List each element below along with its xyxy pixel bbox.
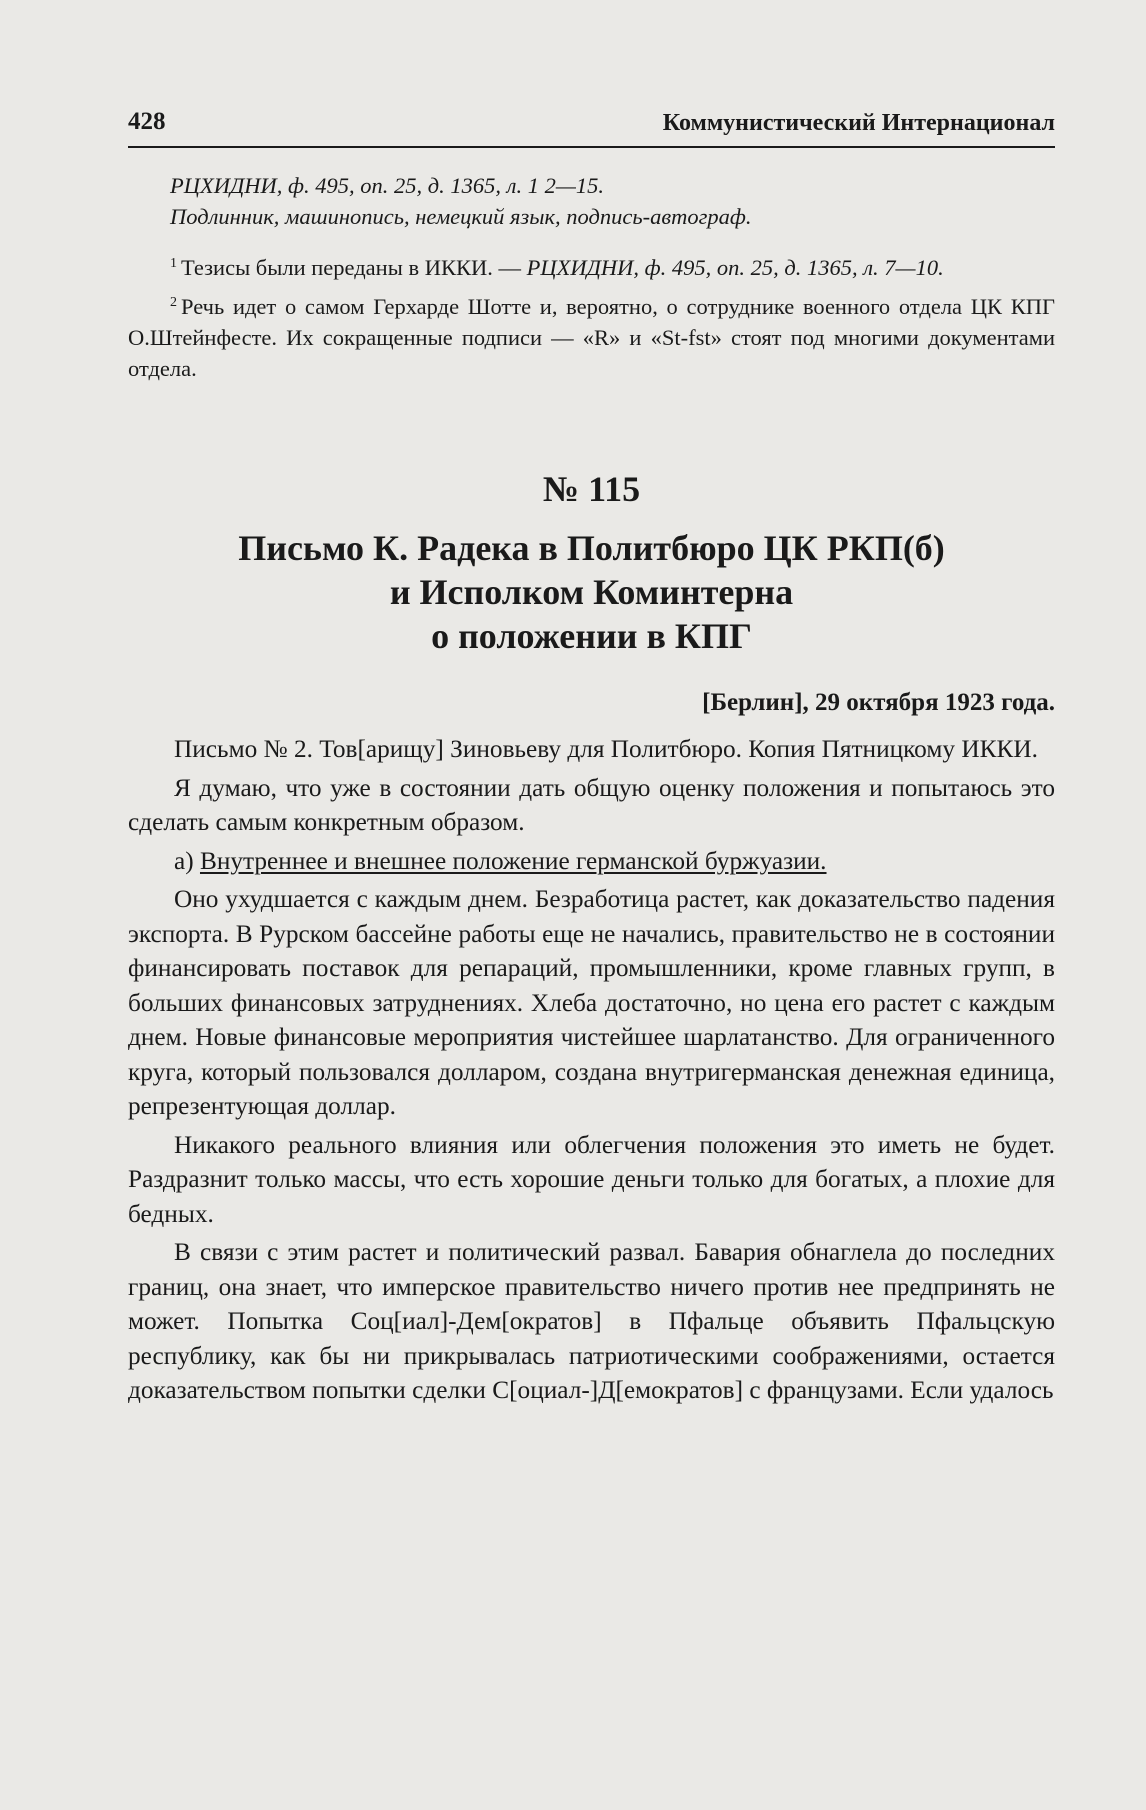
section-a-heading: Внутреннее и внешнее положение германской буржуазии. <box>199 846 827 875</box>
footnote-1 <box>128 248 1055 283</box>
paragraph-address: Письмо № 2. Тов[арищу] Зиновьеву для Политбюро. Копия Пятницкому ИККИ. <box>174 735 1038 763</box>
footnote-2-mark: 2 <box>170 295 177 310</box>
running-title: Коммунистический Интернационал <box>662 110 1055 136</box>
footnote-1-mark: 1 <box>170 256 177 271</box>
document-title-line-3: о положении в КПГ <box>431 616 752 656</box>
document-title <box>128 526 1055 658</box>
paragraph-no-relief: Никакого реального влияния или облегчения положения это иметь не будет. Раздразнит только массы, что есть хорошие деньги только для богатых, а плохие для бедных. <box>128 1130 1055 1228</box>
page-header <box>128 108 1055 148</box>
paragraph-economy: Оно ухудшается с каждым днем. Безработица растет, как доказательство падения экспорта. В Рурском бассейне работы еще не начались, правительство не в состоянии финансировать поставок для репараций, промышленники, кроме главных групп, в больших финансовых затруднениях. Хлеба достаточно, но цена его растет с каждым днем. Новые финансовые мероприятия чистейшее шарлатанство. Для ограниченного круга, который пользовался долларом, создана внутригерманская денежная единица, репрезентующая доллар. <box>128 885 1055 1120</box>
letter-body <box>128 732 1055 1408</box>
paragraph-intro: Я думаю, что уже в состоянии дать общую оценку положения и попытаюсь это сделать самым конкретным образом. <box>128 773 1055 836</box>
footnote-2-text: Речь идет о самом Герхарде Шотте и, вероятно, о сотруднике военного отдела ЦК КПГ О.Штейнфесте. Их сокращенные подписи — «R» и «St-fst» стоят под многими документами отдела. <box>128 294 1055 381</box>
footnotes <box>128 248 1055 384</box>
section-heading-a <box>128 844 1055 879</box>
source-description: Подлинник, машинопись, немецкий язык, подпись-автограф. <box>170 204 752 229</box>
source-archive-ref: РЦХИДНИ, ф. 495, оп. 25, д. 1365, л. 1 2—15. <box>170 173 604 198</box>
document-dateline: [Берлин], 29 октября 1923 года. <box>702 689 1055 716</box>
document-title-line-1: Письмо К. Радека в Политбюро ЦК РКП(б) <box>238 528 945 568</box>
section-a-prefix: а) <box>174 846 194 875</box>
paragraph-political-collapse: В связи с этим растет и политический развал. Бавария обнаглела до последних границ, она знает, что имперское правительство ничего против нее предпринять не может. Попытка Соц[иал]-Дем[ократов] в Пфальце объявить Пфальцскую республику, как бы ни прикрывалась патриотическими соображениями, остается доказательством попытки сделки С[оциал-]Д[емократов] с французами. Если удалось <box>128 1238 1055 1404</box>
page-content <box>128 170 1055 1412</box>
header-rule <box>128 146 1055 148</box>
footnote-1-ref: РЦХИДНИ, ф. 495, оп. 25, д. 1365, л. 7—10. <box>526 255 944 280</box>
footnote-2 <box>128 287 1055 384</box>
document-number: № 115 <box>542 469 641 509</box>
document-title-line-2: и Исполком Коминтерна <box>389 572 794 612</box>
footnote-1-text: Тезисы были переданы в ИККИ. — <box>181 255 521 280</box>
page-number: 428 <box>128 108 166 135</box>
